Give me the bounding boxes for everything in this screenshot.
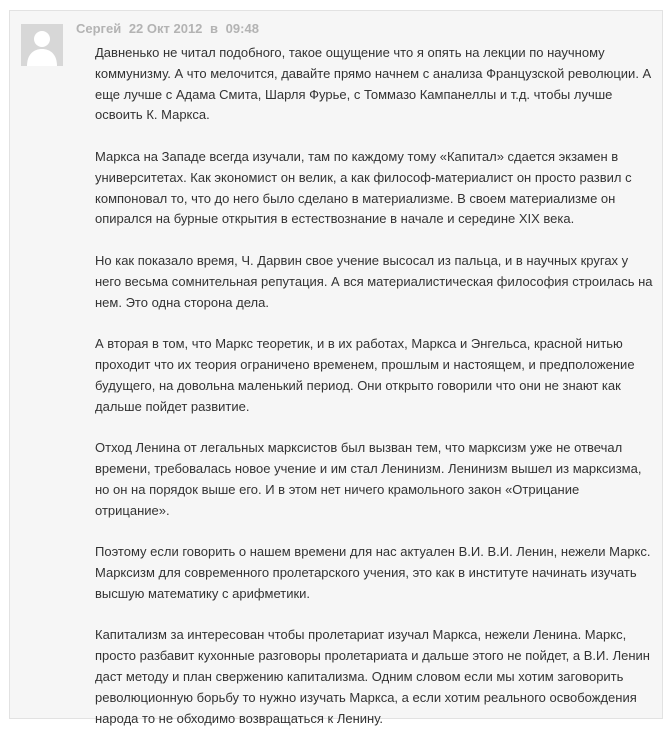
comment-meta (76, 21, 263, 36)
comment-paragraph: Но как показало время, Ч. Дарвин свое учение высосал из пальца, и в научных кругах у него весьма сомнительная репутация. А вся материалистическая философия строилась на нем. Это одна сторона дела. (95, 252, 653, 310)
comment-paragraph: Давненько не читал подобного, такое ощущение что я опять на лекции по научному коммунизму. А что мелочится, давайте прямо начнем с анализа Французской революции. А еще лучше с Адама Смита, Шарля Фурье, с Томмазо Кампанеллы и т.д. чтобы лучше освоить К. Маркса. (95, 45, 652, 123)
comment-paragraph: Капитализм за интересован чтобы пролетариат изучал Маркса, нежели Ленина. Маркс, просто разбавит кухонные разговоры пролетариата и дальше этого не пойдет, а В.И. Ленин даст методу и план свержению капитализма. Одним словом если мы хотим заговорить революционную борьбу то нужно изучать Маркса, а если хотим реального освобождения народа то не обходимо возвращаться к Ленину. (95, 627, 650, 726)
comment-body (95, 43, 657, 750)
comment-paragraph: Поэтому если говорить о нашем времени для нас актуален В.И. В.И. Ленин, нежели Маркс. Марксизм для современного пролетарского учения, это как в институте начинать изучать высшую математику с арифметики. (95, 544, 651, 601)
comment-time-prefix: в (210, 21, 219, 36)
comment-paragraph: А вторая в том, что Маркс теоретик, и в их работах, Маркса и Энгельса, красной нитью проходит что их теория ограничено временем, прошлым и настоящем, и предположение будущего, на довольна маленький период. Они открыто говорили что они не знают как дальше пойдет развитие. (95, 336, 635, 414)
comment-time: 09:48 (225, 21, 259, 36)
comment (9, 10, 663, 726)
comment-paragraph: Маркса на Западе всегда изучали, там по каждому тому «Капитал» сдается экзамен в университетах. Как экономист он велик, а как философ-материалист он просто развил с компоновал то, что до него было сделано в материализме. В своем материализме он опирался на бурные открытия в естествознание в начале и середине XIX века. (95, 148, 632, 227)
comment-author[interactable]: Сергей (76, 21, 122, 36)
avatar-silhouette-icon (21, 24, 63, 66)
comment-date: 22 Окт 2012 (128, 21, 203, 36)
comment-paragraph: Отход Ленина от легальных марксистов был вызван тем, что марксизм уже не отвечал времени, требовалась новое учение и им стал Ленинизм. Ленинизм вышел из марксизма, но он на порядок выше его. И в этом нет ничего крамольного закон «Отрицание отрицание». (95, 440, 642, 518)
default-user-avatar-icon[interactable] (21, 24, 63, 66)
